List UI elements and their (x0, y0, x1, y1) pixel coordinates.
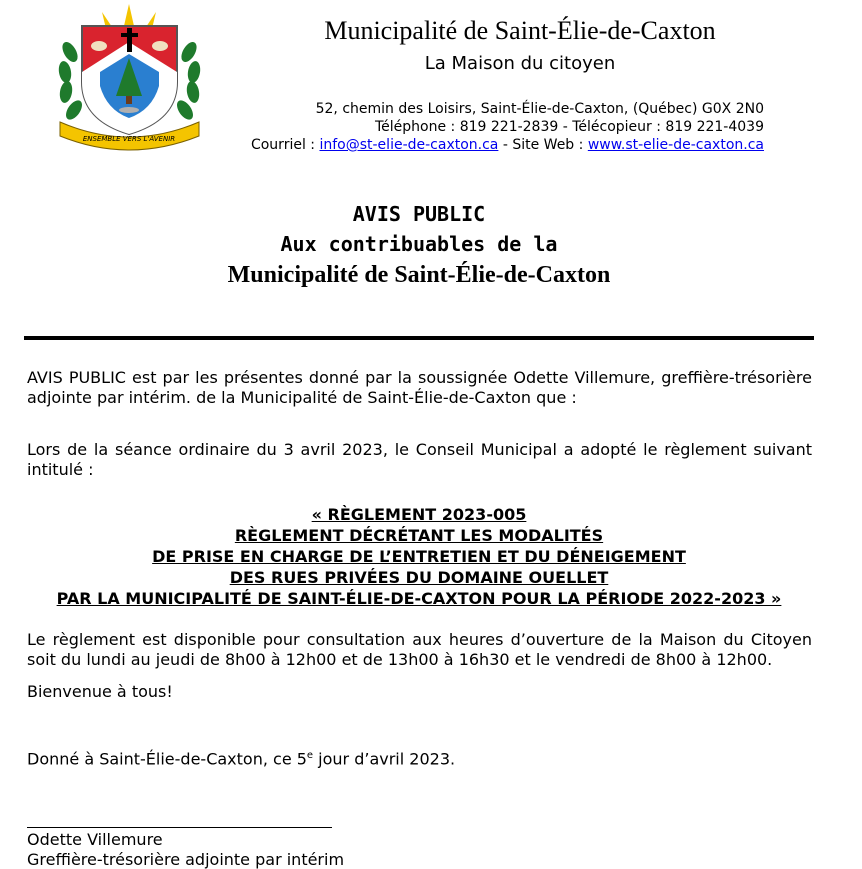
given-date-line (27, 746, 812, 769)
header-divider (24, 336, 814, 340)
logo-motto: ENSEMBLE VERS L'AVENIR (82, 135, 176, 143)
municipality-logo (52, 2, 207, 154)
notice-heading: AVIS PUBLIC (352, 202, 486, 226)
bylaw-title-line: « RÈGLEMENT 2023-005 (311, 505, 527, 524)
organization-phone: Téléphone : 819 221-2839 - Télécopieur : 819 221-4039 (374, 119, 764, 135)
website-label: - Site Web : (498, 137, 588, 153)
bylaw-title-line: DE PRISE EN CHARGE DE L’ENTRETIEN ET DU DÉNEIGEMENT (152, 547, 686, 566)
bylaw-title-line: PAR LA MUNICIPALITÉ DE SAINT-ÉLIE-DE-CAXTON POUR LA PÉRIODE 2022-2023 » (56, 589, 782, 608)
notice-audience: Aux contribuables de la (280, 232, 558, 256)
shield-icon (82, 26, 177, 134)
organization-address: 52, chemin des Loisirs, Saint-Élie-de-Caxton, (Québec) G0X 2N0 (315, 101, 764, 117)
availability-paragraph: Le règlement est disponible pour consultation aux heures d’ouverture de la Maison du Citoyen soit du lundi au jeudi de 8h00 à 12h00 et de 13h00 à 16h30 et le vendredi de 8h00 à 12h00. (27, 630, 812, 669)
contact-line (251, 136, 764, 154)
email-label: Courriel : (250, 137, 320, 153)
welcome-text: Bienvenue à tous! (27, 682, 173, 701)
website-link[interactable]: www.st-elie-de-caxton.ca (587, 137, 764, 153)
bylaw-title-line: RÈGLEMENT DÉCRÉTANT LES MODALITÉS (234, 526, 604, 545)
signature-line (27, 827, 332, 828)
given-suffix: jour d’avril 2023. (313, 749, 456, 769)
email-link[interactable]: info@st-elie-de-caxton.ca (319, 137, 499, 153)
intro-paragraph: AVIS PUBLIC est par les présentes donné par la soussignée Odette Villemure, greffière-trésorière adjointe par intérim. de la Municipalité de Saint-Élie-de-Caxton que : (27, 368, 812, 407)
notice-municipality: Municipalité de Saint-Élie-de-Caxton (227, 262, 611, 288)
organization-tagline: La Maison du citoyen (424, 53, 616, 74)
given-ordinal: e (306, 750, 314, 761)
bylaw-title-line: DES RUES PRIVÉES DU DOMAINE OUELLET (229, 568, 609, 587)
signatory-name: Odette Villemure (27, 830, 163, 849)
meeting-paragraph: Lors de la séance ordinaire du 3 avril 2023, le Conseil Municipal a adopté le règlement suivant intitulé : (27, 440, 812, 479)
organization-name: Municipalité de Saint-Élie-de-Caxton (324, 16, 716, 45)
signatory-title: Greffière-trésorière adjointe par intérim (27, 850, 345, 869)
given-prefix: Donné à Saint-Élie-de-Caxton, ce 5 (27, 749, 307, 769)
